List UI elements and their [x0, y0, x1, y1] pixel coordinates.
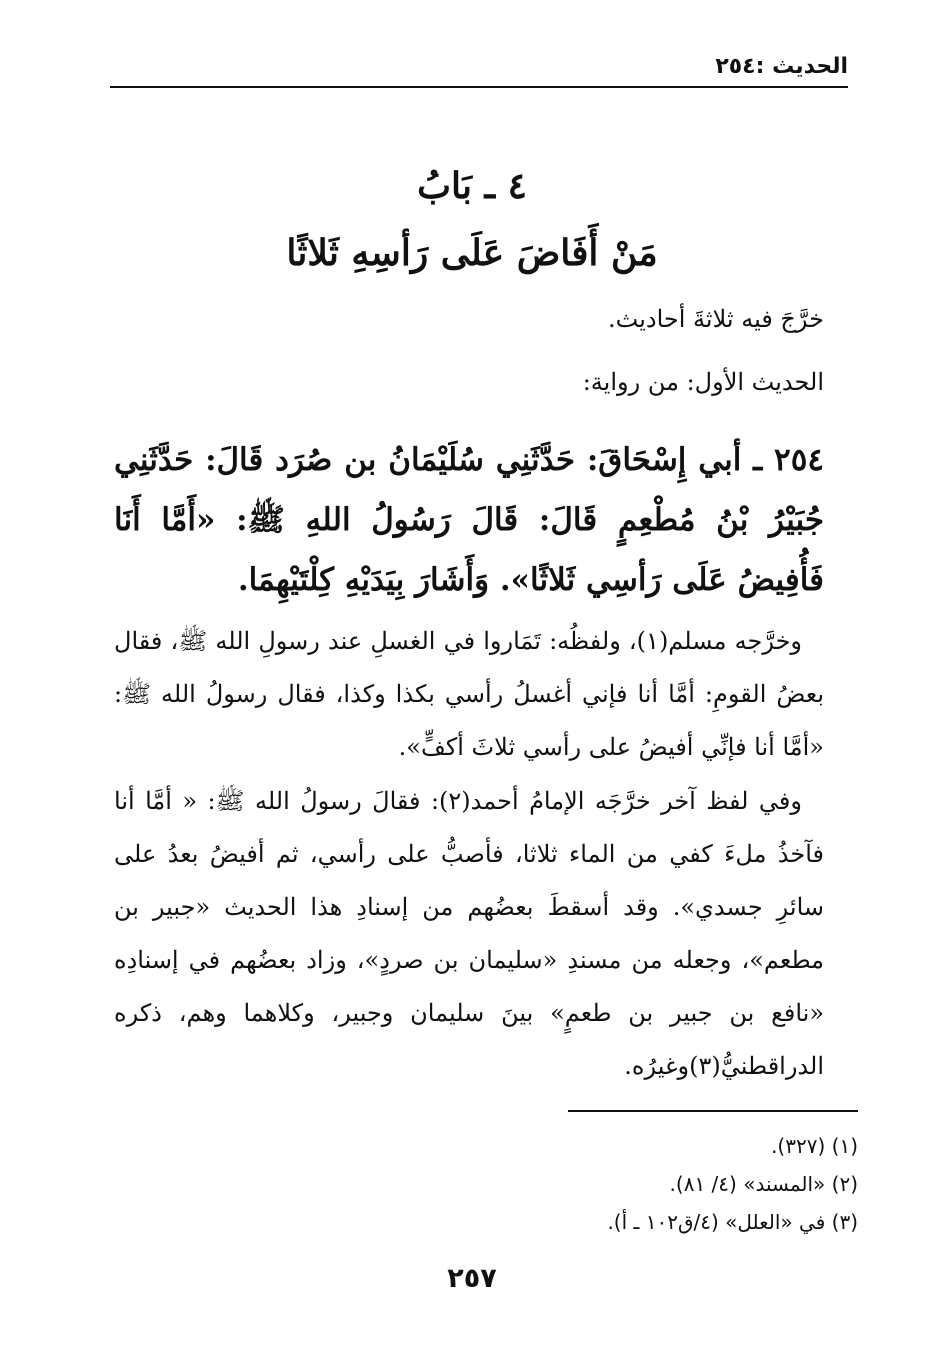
header-rule: [110, 86, 848, 88]
chapter-title: ٤ ـ بَابُ: [417, 165, 527, 207]
commentary-paragraph: وخرَّجه مسلم(١)، ولفظُه: تَمَاروا في الغسلِ عند رسولِ الله ﷺ، فقال بعضُ القومِ: أمَّا أنا فإني أغسلُ رأسي بكذا وكذا، فقال رسولُ الله ﷺ: «أمَّا أنا فإنِّي أفيضُ على رأسي ثلاثَ أكفٍّ».: [114, 627, 824, 761]
commentary-paragraph: وفي لفظ آخر خرَّجَه الإمامُ أحمد(٢): فقالَ رسولُ الله ﷺ: « أمَّا أنا فآخذُ ملءَ كفي من الماء ثلاثا، فأصبُّ على رأسي، ثم أفيضُ بعدُ على سائرِ جسدي». وقد أسقطَ بعضُهم من إسنادِ هذا الحديث «جبير بن مطعم»، وجعله من مسندِ «سليمان بن صردٍ»، وزاد بعضُهم في إسنادِه «نافع بن جبير بن طعمٍ» بينَ سليمان وجبير، وكلاهما وهم، ذكره الدراقطنيُّ(٣)وغيرُه.: [114, 787, 824, 1080]
footnote: (٣) في «العلل» (٤/ق١٠٢ ـ أ).: [607, 1210, 858, 1234]
hadith-text: ٢٥٤ ـ أبي إِسْحَاقَ: حَدَّثَنِي سُلَيْمَانُ بن صُرَد قَالَ: حَدَّثَنِي جُبَيْرُ بْنُ مُطْعِمٍ قَالَ: قَالَ رَسُولُ اللهِ ﷺ: «أَمَّا أَنَا فَأُفِيضُ عَلَى رَأسِي ثَلاثًا». وَأَشَارَ بِيَدَيْهِ كِلْتَيْهِمَا.: [114, 442, 824, 598]
footnotes: [138, 1127, 858, 1241]
page-number: ٢٥٧: [447, 1263, 497, 1294]
chapter-subtitle: مَنْ أَفَاضَ عَلَى رَأسِهِ ثَلاثًا: [286, 232, 658, 274]
intro-line: خرَّجَ فيه ثلاثةَ أحاديث.: [608, 305, 824, 333]
footnote: (١) (٣٢٧).: [771, 1134, 858, 1158]
narration-line: الحديث الأول: من رواية:: [582, 368, 824, 396]
running-head: الحديث :٢٥٤: [715, 54, 848, 79]
footnote-rule: [568, 1110, 858, 1112]
footnote: (٢) «المسند» (٤/ ٨١).: [669, 1172, 858, 1196]
